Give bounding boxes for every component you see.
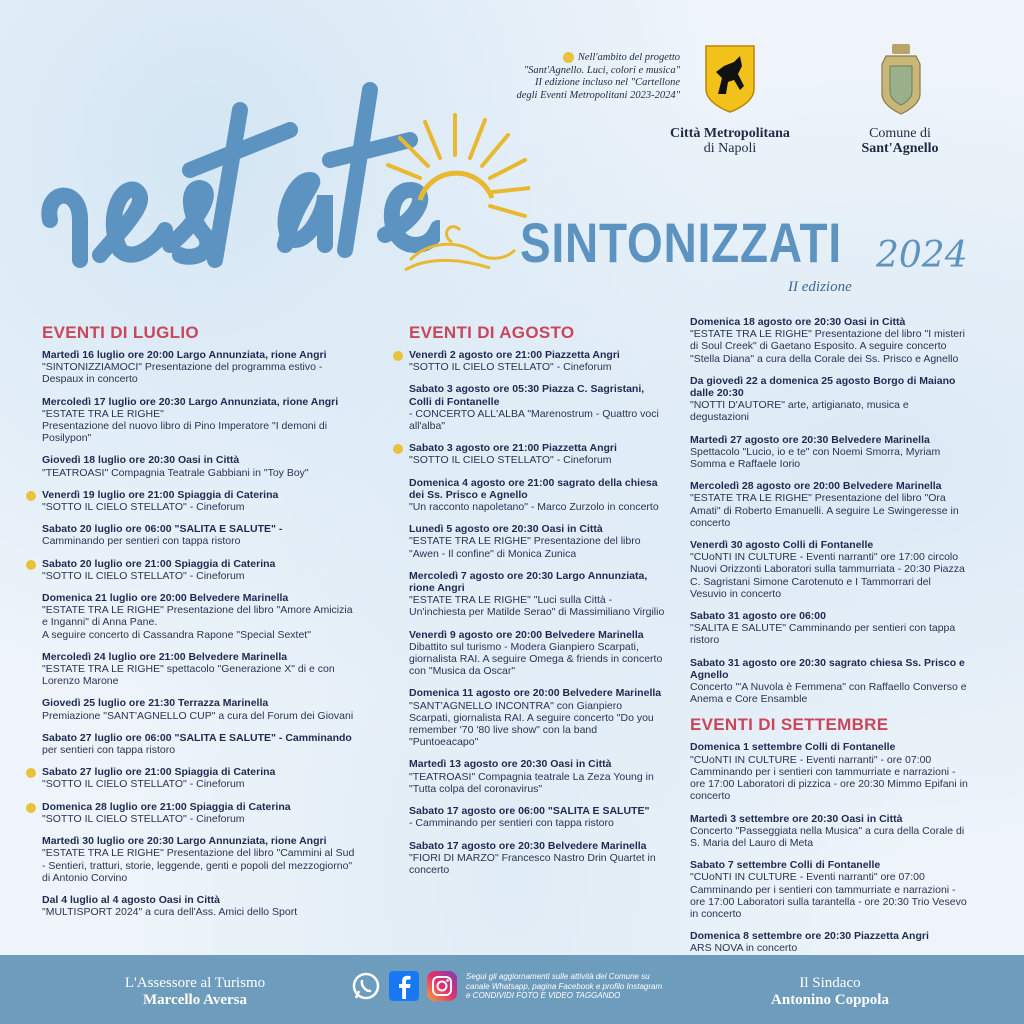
event-heading: Lunedì 5 agosto ore 20:30 Oasi in Città	[409, 523, 603, 536]
event-description: "Un racconto napoletano" - Marco Zurzolo in concerto	[409, 501, 659, 514]
sun-icon	[380, 110, 530, 280]
footer-assessore: L'Assessore al Turismo Marcello Aversa	[124, 975, 266, 1008]
event-description: Spettacolo "Lucio, io e te" con Noemi Smorra, Myriam Somma e Raffaele Iorio	[690, 445, 941, 471]
event-description: "ESTATE TRA LE RIGHE" spettacolo "Generazione X" di e con Lorenzo Marone	[42, 663, 335, 688]
event-description: "SOTTO IL CIELO STELLATO" - Cineforum	[42, 569, 245, 582]
whatsapp-icon[interactable]	[351, 971, 381, 1001]
event-description: Dibattito sul turismo - Modera Gianpiero Scarpati, giornalista RAI. A seguire Omega & friends in concerto con "Musica da Oscar"	[409, 640, 663, 678]
institution-citta-metropolitana: Città Metropolitana di Napoli	[670, 126, 790, 156]
institution-comune: Comune di Sant'Agnello	[861, 126, 939, 156]
event-heading: Dal 4 luglio al 4 agosto Oasi in Città	[42, 893, 220, 906]
event-heading: Sabato 27 luglio ore 06:00 "SALITA E SALUTE" - Camminando	[42, 731, 352, 744]
event-heading: Domenica 8 settembre ore 20:30 Piazzetta Angri	[690, 930, 929, 943]
section-title-september: EVENTI DI SETTEMBRE	[690, 715, 889, 735]
event-item	[409, 570, 665, 619]
bullet-dot-icon	[393, 444, 403, 454]
event-heading: Venerdì 2 agosto ore 21:00 Piazzetta Angri	[409, 349, 620, 361]
event-description: Concerto "Passeggiata nella Musica" a cura della Corale di S. Maria del Lauro di Meta	[690, 824, 965, 849]
event-heading: Domenica 28 luglio ore 21:00 Spiaggia di Caterina	[42, 800, 291, 813]
event-description: "CUoNTI IN CULTURE - Eventi narranti" ore 17:00 circolo Nuovi Orizzonti Laboratori sulla tammurriata - 20:30 Piazza C. Sagristani Simone Carotenuto e I Tammorrari del Vesuvio in concerto	[690, 551, 965, 600]
edition-label: II edizione	[788, 279, 852, 295]
bullet-dot-icon	[26, 803, 36, 813]
event-description: "ESTATE TRA LE RIGHE" Presentazione del libro "Amore Amicizia e Inganni" di Anna Pane. A seguire concerto di Cassandra Rapone "Special Sextet"	[42, 604, 353, 641]
event-item	[409, 629, 665, 678]
event-item	[409, 383, 665, 432]
event-list-july	[42, 349, 360, 918]
event-item	[690, 741, 968, 802]
event-item	[690, 930, 968, 954]
event-heading: Sabato 17 agosto ore 06:00 "SALITA E SALUTE"	[409, 805, 650, 818]
event-description: "SANT'AGNELLO INCONTRA" con Gianpiero Scarpati, giornalista RAI. A seguire concerto "Do you remember '70 '80 live show" con la band "Puntoeacapo"	[409, 699, 654, 749]
event-item	[42, 835, 360, 884]
event-heading: Venerdì 9 agosto ore 20:00 Belvedere Marinella	[409, 628, 644, 641]
main-title: SINTONIZZATI	[520, 211, 842, 274]
project-note: Nell'ambito del progetto "Sant'Agnello. Luci, colori e musica" II edizione incluso nel "Cartellone degli Eventi Metropolitani 2023-2024"	[516, 52, 680, 101]
event-heading: Martedì 27 agosto ore 20:30 Belvedere Marinella	[690, 433, 930, 446]
column-july	[42, 323, 360, 928]
event-item	[690, 539, 968, 600]
event-description: "TEATROASI" Compagnia Teatrale Gabbiani in "Toy Boy"	[42, 466, 309, 479]
event-heading: Martedì 16 luglio ore 20:00 Largo Annunziata, rione Angri	[42, 349, 327, 361]
event-heading: Giovedì 25 luglio ore 21:30 Terrazza Marinella	[42, 697, 269, 710]
event-description: "NOTTI D'AUTORE" arte, artigianato, musica e degustazioni	[690, 399, 909, 424]
event-list-september	[690, 741, 968, 954]
section-title-august: EVENTI DI AGOSTO	[409, 323, 575, 342]
event-item	[409, 687, 665, 748]
event-item	[690, 859, 968, 920]
event-heading: Domenica 1 settembre Colli di Fontanelle	[690, 741, 896, 754]
event-heading: Martedì 13 agosto ore 20:30 Oasi in Città	[409, 758, 612, 771]
event-heading: Sabato 20 luglio ore 06:00 "SALITA E SALUTE" -	[42, 523, 283, 536]
event-heading: Mercoledì 17 luglio ore 20:30 Largo Annunziata, rione Angri	[42, 395, 339, 408]
event-item	[42, 651, 360, 688]
event-heading: Venerdì 30 agosto Colli di Fontanelle	[690, 539, 874, 552]
event-description: "SINTONIZZIAMOCI" Presentazione del programma estivo - Despaux in concerto	[42, 361, 323, 386]
event-heading: Venerdì 19 luglio ore 21:00 Spiaggia di Caterina	[42, 488, 279, 501]
event-item	[409, 442, 665, 466]
bullet-dot-icon	[563, 52, 574, 63]
event-description: Premiazione "SANT'AGNELLO CUP" a cura del Forum dei Giovani	[42, 709, 354, 722]
event-description: "ESTATE TRA LE RIGHE" "Luci sulla Città - Un'inchiesta per Matilde Serao" di Massimiliano Virgilio	[409, 594, 665, 619]
bullet-dot-icon	[26, 560, 36, 570]
event-description: "SOTTO IL CIELO STELLATO" - Cineforum	[409, 361, 612, 374]
event-item	[690, 434, 968, 471]
event-item	[42, 349, 360, 386]
event-heading: Martedì 3 settembre ore 20:30 Oasi in Città	[690, 812, 903, 825]
event-description: Camminando per sentieri con tappa ristoro	[42, 535, 241, 548]
event-description: ARS NOVA in concerto	[690, 942, 798, 955]
event-item	[409, 523, 665, 560]
event-heading: Domenica 4 agosto ore 21:00 sagrato della chiesa dei Ss. Prisco e Agnello	[409, 476, 658, 501]
event-description: "ESTATE TRA LE RIGHE" Presentazione del libro "Awen - Il confine" di Monica Zunica	[409, 535, 641, 560]
event-item	[42, 592, 360, 641]
event-heading: Domenica 21 luglio ore 20:00 Belvedere Marinella	[42, 592, 289, 605]
event-description: "SOTTO IL CIELO STELLATO" - Cineforum	[42, 501, 245, 514]
event-item	[42, 894, 360, 918]
event-heading: Da giovedì 22 a domenica 25 agosto Borgo di Maiano dalle 20:30	[690, 374, 956, 400]
event-list-august-continued	[690, 316, 968, 705]
footer-sindaco: Il Sindaco Antonino Coppola	[771, 975, 889, 1008]
event-description: "MULTISPORT 2024" a cura dell'Ass. Amici dello Sport	[42, 906, 298, 919]
event-heading: Sabato 20 luglio ore 21:00 Spiaggia di Caterina	[42, 557, 276, 570]
event-item	[42, 697, 360, 721]
event-description: - CONCERTO ALL'ALBA "Marenostrum - Quattro voci all'alba"	[409, 407, 659, 433]
bullet-dot-icon	[26, 768, 36, 778]
facebook-icon[interactable]	[389, 971, 419, 1001]
event-item	[42, 801, 360, 825]
column-august	[409, 323, 665, 886]
column-august-september	[690, 316, 968, 965]
event-heading: Sabato 3 agosto ore 05:30 Piazza C. Sagristani, Colli di Fontanelle	[409, 383, 645, 408]
social-note: Segui gli aggiornamenti sulle attività del Comune su canale Whatsapp, pagina Facebook e profilo Instagram e CONDIVIDI FOTO E VIDEO TAGGANDO	[466, 972, 663, 1001]
event-heading: Martedì 30 luglio ore 20:30 Largo Annunziata, rione Angri	[42, 835, 327, 848]
event-heading: Sabato 31 agosto ore 20:30 sagrato chiesa Ss. Prisco e Agnello	[690, 656, 965, 681]
event-list-august	[409, 349, 665, 876]
event-heading: Sabato 31 agosto ore 06:00	[690, 610, 826, 623]
event-description: "CUoNTI IN CULTURE - Eventi narranti" ore 07:00 Camminando per i sentieri con tammurriate e narrazioni - ore 17:00 Laboratori sulla tarantella - ore 20:30 Trio Vesevo in concerto	[690, 871, 967, 920]
event-heading: Giovedì 18 luglio ore 20:30 Oasi in Città	[42, 454, 240, 467]
comune-sant-agnello-emblem-icon	[878, 42, 924, 116]
event-item	[409, 840, 665, 877]
event-item	[42, 766, 360, 790]
year-label: 2024	[876, 235, 968, 276]
event-description: "ESTATE TRA LE RIGHE" Presentazione del libro "I misteri di Soul Creek" di Gaetano Esposito. A seguire concerto "Stella Diana" a cura della Corale dei Ss. Prisco e Agnello	[690, 328, 965, 365]
event-item	[690, 316, 968, 365]
event-description: "SOTTO IL CIELO STELLATO" - Cineforum	[42, 812, 245, 825]
event-item	[42, 396, 360, 445]
event-item	[690, 813, 968, 850]
event-heading: Mercoledì 28 agosto ore 20:00 Belvedere Marinella	[690, 480, 942, 493]
event-item	[42, 454, 360, 478]
event-description: "SOTTO IL CIELO STELLATO" - Cineforum	[409, 454, 612, 467]
event-heading: Mercoledì 24 luglio ore 21:00 Belvedere Marinella	[42, 650, 288, 663]
event-description: Concerto "'A Nuvola è Femmena" con Raffaello Converso e Anema e Core Ensamble	[690, 681, 967, 706]
event-item	[690, 657, 968, 706]
event-description: "CUoNTI IN CULTURE - Eventi narranti" - ore 07:00 Camminando per i sentieri con tammurriate e narrazioni - ore 17:00 Laboratori di pizzica - ore 20:30 Mimmo Epifani in concerto	[690, 753, 968, 803]
event-item	[409, 477, 665, 514]
section-title-july: EVENTI DI LUGLIO	[42, 323, 199, 342]
event-description: "SALITA E SALUTE" Camminando per sentieri con tappa ristoro	[690, 622, 956, 647]
event-item	[409, 349, 665, 373]
event-item	[42, 523, 360, 547]
event-description: "ESTATE TRA LE RIGHE" Presentazione del nuovo libro di Pino Imperatore "I demoni di Posilypon"	[42, 407, 328, 445]
event-description: - Camminando per sentieri con tappa ristoro	[409, 817, 614, 830]
event-heading: Sabato 17 agosto ore 20:30 Belvedere Marinella	[409, 839, 647, 852]
event-item	[690, 480, 968, 529]
event-item	[409, 805, 665, 829]
event-heading: Sabato 3 agosto ore 21:00 Piazzetta Angri	[409, 442, 617, 455]
instagram-icon[interactable]	[427, 971, 457, 1001]
event-item	[42, 732, 360, 756]
event-description: "ESTATE TRA LE RIGHE" Presentazione del libro "Ora Amati" di Roberto Emanuelli. A seguire Le Swingeresse in concerto	[690, 492, 959, 529]
event-description: "SOTTO IL CIELO STELLATO" - Cineforum	[42, 778, 245, 791]
event-heading: Domenica 18 agosto ore 20:30 Oasi in Città	[690, 316, 906, 328]
event-description: "TEATROASI" Compagnia teatrale La Zeza Young in "Tutta colpa del coronavirus"	[409, 770, 654, 795]
event-description: per sentieri con tappa ristoro	[42, 744, 176, 757]
event-item	[409, 758, 665, 795]
event-item	[42, 558, 360, 582]
event-description: "FIORI DI MARZO" Francesco Nastro Drin Quartet in concerto	[409, 851, 656, 876]
event-description: "ESTATE TRA LE RIGHE" Presentazione del libro "Cammini al Sud - Sentieri, tratturi, storie, leggende, genti e popoli del mezzogiorno" di Antonio Corvino	[42, 847, 355, 884]
citta-metropolitana-emblem-icon	[704, 44, 756, 114]
event-item	[690, 375, 968, 424]
event-heading: Sabato 7 settembre Colli di Fontanelle	[690, 859, 881, 872]
event-heading: Domenica 11 agosto ore 20:00 Belvedere Marinella	[409, 687, 662, 700]
event-item	[42, 489, 360, 513]
bullet-dot-icon	[26, 491, 36, 501]
event-item	[690, 610, 968, 647]
event-heading: Mercoledì 7 agosto ore 20:30 Largo Annunziata, rione Angri	[409, 569, 648, 595]
bullet-dot-icon	[393, 351, 403, 361]
event-heading: Sabato 27 luglio ore 21:00 Spiaggia di Caterina	[42, 766, 276, 779]
